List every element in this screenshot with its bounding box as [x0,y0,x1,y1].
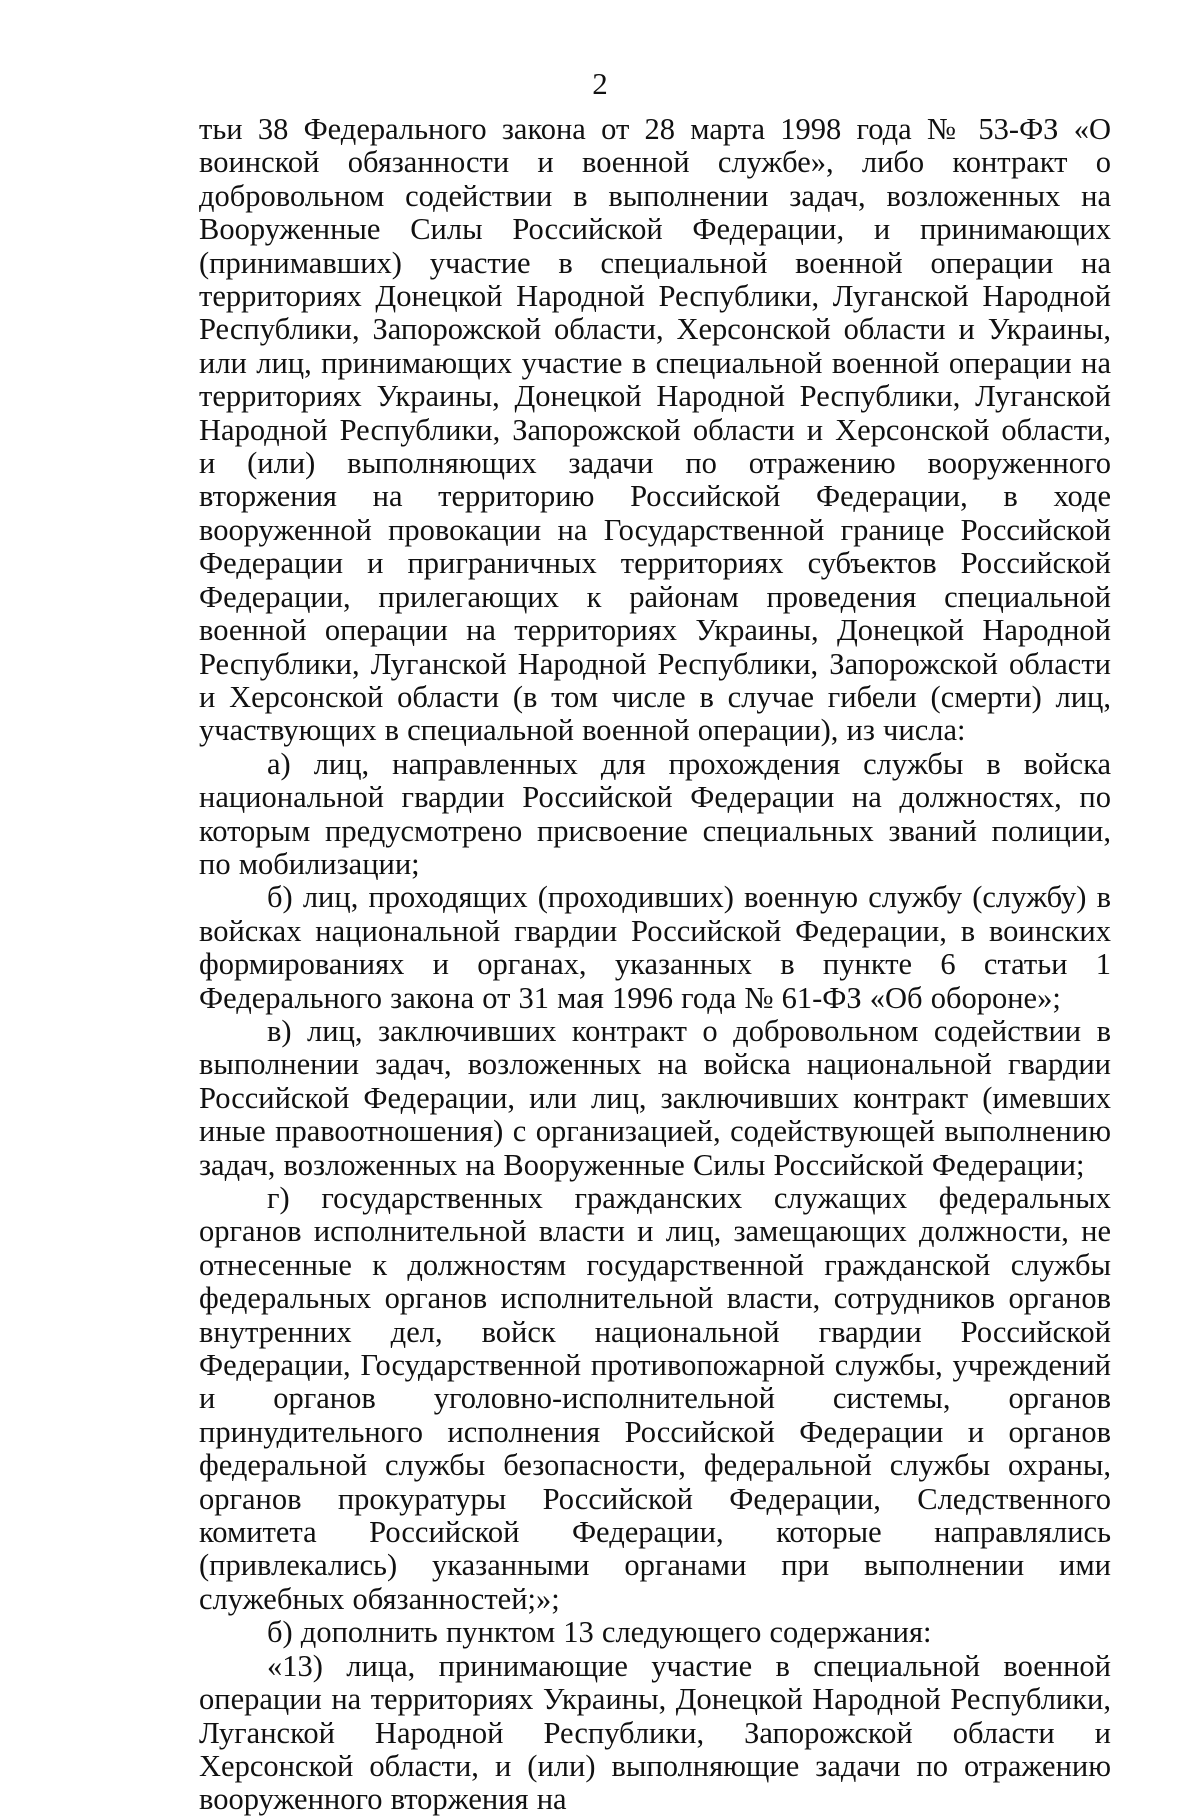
paragraph-point-13: «13) лица, принимающие участие в специальной военной операции на территориях Украины, Донецкой Народной Республики, Луганской Народной Республики, Запорожской области и Херсонской области, и (или) выполняющие задачи по отражению вооруженного вторжения на [199,1648,1111,1817]
page-number: 2 [592,66,608,101]
paragraph-item-b: б) лиц, проходящих (проходивших) военную службу (службу) в войсках национальной гвардии Российской Федерации, в воинских формированиях и органах, указанных в пункте 6 статьи 1 Федерального закона от 31 мая 1996 года № 61-ФЗ «Об обороне»; [199,880,1111,1015]
paragraph-item-a: а) лиц, направленных для прохождения службы в войска национальной гвардии Российской Федерации на должностях, по которым предусмотрено присвоение специальных званий полиции, по мобилизации; [199,746,1111,881]
paragraph-item-v: в) лиц, заключивших контракт о добровольном содействии в выполнении задач, возложенных на войска национальной гвардии Российской Федерации, или лиц, заключивших контракт (имевших иные правоотношения) с организацией, содействующей выполнению задач, возложенных на Вооруженные Силы Российской Федерации; [199,1013,1111,1182]
paragraph-item-g: г) государственных гражданских служащих федеральных органов исполнительной власти и лиц, замещающих должности, не отнесенные к должностям государственной гражданской службы федеральных органов исполнительной власти, сотрудников органов внутренних дел, войск национальной гвардии Российской Федерации, Государственной противопожарной службы, учреждений и органов уголовно-исполнительной системы, органов принудительного исполнения Российской Федерации и органов федеральной службы безопасности, федеральной службы охраны, органов прокуратуры Российской Федерации, Следственного комитета Российской Федерации, которые направлялись (привлекались) указанными органами при выполнении ими служебных обязанностей;»; [199,1181,1111,1616]
paragraph-amendment-b: б) дополнить пунктом 13 следующего содержания: [267,1615,932,1650]
document-body [199,113,1111,1817]
paragraph-continuation: тьи 38 Федерального закона от 28 марта 1998 года № 53-ФЗ «О воинской обязанности и военной службе», либо контракт о добровольном содействии в выполнении задач, возложенных на Вооруженные Силы Российской Федерации, и принимающих (принимавших) участие в специальной военной операции на территориях Донецкой Народной Республики, Луганской Народной Республики, Запорожской области, Херсонской области и Украины, или лиц, принимающих участие в специальной военной операции на территориях Украины, Донецкой Народной Республики, Луганской Народной Республики, Запорожской области и Херсонской области, и (или) выполняющих задачи по отражению вооруженного вторжения на территорию Российской Федерации, в ходе вооруженной провокации на Государственной границе Российской Федерации и приграничных территориях субъектов Российской Федерации, прилегающих к районам проведения специальной военной операции на территориях Украины, Донецкой Народной Республики, Луганской Народной Республики, Запорожской области и Херсонской области (в том числе в случае гибели (смерти) лиц, участвующих в специальной военной операции), из числа: [199,112,1111,748]
